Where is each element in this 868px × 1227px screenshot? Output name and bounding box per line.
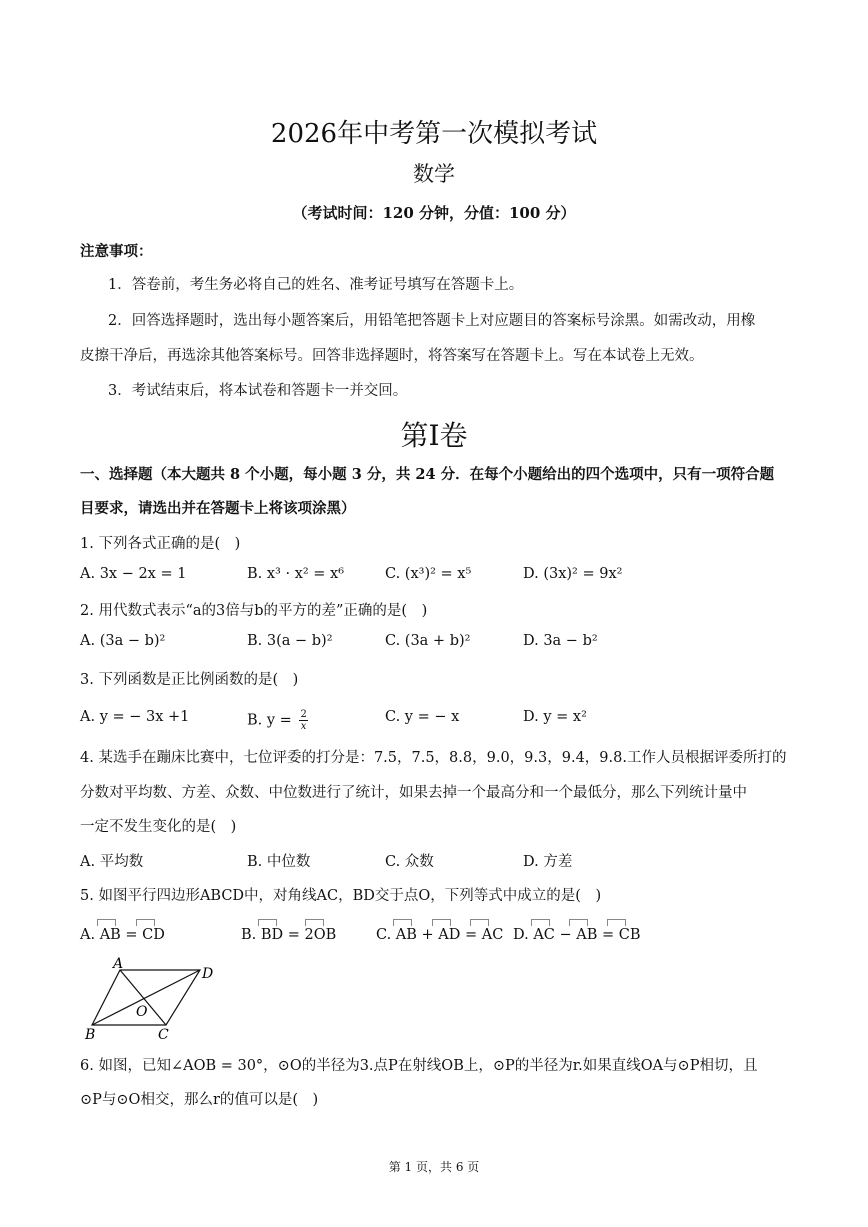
question-5-option-d: D. AC − AB = CB [513, 927, 641, 943]
question-2-option-c: C. (3a + b)² [385, 633, 471, 649]
vector-mark [97, 919, 116, 926]
question-4-option-b: B. 中位数 [247, 854, 311, 870]
vector-mark [470, 919, 489, 926]
question-3-option-b [247, 709, 308, 732]
parallelogram-figure [80, 955, 230, 1045]
exam-info: （考试时间：120 分钟，分值：100 分） [292, 204, 576, 222]
question-3-option-a: A. y = − 3x +1 [80, 709, 190, 725]
vector-mark [432, 919, 451, 926]
vector-mark [531, 919, 550, 926]
question-5-option-a: A. AB = CD [80, 927, 165, 943]
question-5-option-b: B. BD = 2OB [241, 927, 337, 943]
vector-mark [258, 919, 277, 926]
center-label-o: O [136, 1004, 148, 1020]
notice-item-1: 1．答卷前，考生务必将自己的姓名、准考证号填写在答题卡上。 [108, 277, 524, 293]
fraction [299, 709, 307, 732]
question-4-line-2: 分数对平均数、方差、众数、中位数进行了统计，如果去掉一个最高分和一个最低分，那么下列统计量中 [80, 785, 747, 801]
subject-title: 数学 [413, 162, 455, 186]
notice-item-3: 3．考试结束后，将本试卷和答题卡一并交回。 [108, 383, 408, 399]
question-3-option-c: C. y = − x [385, 709, 460, 725]
question-2-stem: 2. 用代数式表示“a的3倍与b的平方的差”正确的是( ) [80, 603, 428, 619]
question-3-option-d: D. y = x² [523, 709, 587, 725]
question-4-option-a: A. 平均数 [80, 854, 144, 870]
part-title: 第I卷 [400, 419, 468, 452]
question-4-option-d: D. 方差 [523, 854, 573, 870]
question-1-option-b: B. x³ · x² = x⁶ [247, 566, 345, 582]
vertex-label-a: A [113, 956, 124, 972]
question-4-option-c: C. 众数 [385, 854, 434, 870]
vector-mark [305, 919, 324, 926]
question-1-option-a: A. 3x − 2x = 1 [80, 566, 187, 582]
question-4-line-1: 4. 某选手在蹦床比赛中，七位评委的打分是：7.5，7.5，8.8，9.0，9.3，9.4，9.8.工作人员根据评委所打的 [80, 750, 787, 766]
exam-title: 2026年中考第一次模拟考试 [270, 119, 598, 149]
vertex-label-c: C [158, 1027, 169, 1043]
question-1-stem: 1. 下列各式正确的是( ) [80, 536, 241, 552]
section-1-line-2: 目要求，请选出并在答题卡上将该项涂黑） [80, 500, 356, 517]
question-1-option-c: C. (x³)² = x⁵ [385, 566, 472, 582]
question-2-option-d: D. 3a − b² [523, 633, 598, 649]
question-4-line-3: 一定不发生变化的是( ) [80, 819, 237, 835]
question-2-option-a: A. (3a − b)² [80, 633, 166, 649]
question-6-line-2: ⊙P与⊙O相交，那么r的值可以是( ) [80, 1092, 319, 1108]
fraction-numerator: 2 [300, 709, 307, 720]
notice-item-2-line-1: 2．回答选择题时，选出每小题答案后，用铅笔把答题卡上对应题目的答案标号涂黑。如需改动，用橡 [108, 313, 756, 329]
vector-mark [393, 919, 412, 926]
notice-item-2-line-2: 皮擦干净后，再选涂其他答案标号。回答非选择题时，将答案写在答题卡上。写在本试卷上无效。 [80, 348, 704, 364]
question-5-option-c: C. AB + AD = AC [376, 927, 504, 943]
vector-mark [569, 919, 588, 926]
page-footer: 第 1 页，共 6 页 [388, 1160, 480, 1174]
question-3-option-b-prefix: B. y = [247, 712, 292, 729]
fraction-denominator: x [300, 721, 307, 732]
question-3-stem: 3. 下列函数是正比例函数的是( ) [80, 672, 299, 688]
question-2-option-b: B. 3(a − b)² [247, 633, 333, 649]
vertex-label-b: B [85, 1027, 96, 1043]
notice-heading: 注意事项： [80, 243, 153, 260]
question-6-line-1: 6. 如图，已知∠AOB = 30°，⊙O的半径为3.点P在射线OB上，⊙P的半径为r.如果直线OA与⊙P相切，且 [80, 1058, 758, 1074]
question-1-option-d: D. (3x)² = 9x² [523, 566, 623, 582]
vector-mark [607, 919, 626, 926]
section-1-line-1: 一、选择题（本大题共 8 个小题，每小题 3 分，共 24 分．在每个小题给出的四个选项中，只有一项符合题 [80, 466, 775, 483]
question-5-stem: 5. 如图平行四边形ABCD中，对角线AC，BD交于点O，下列等式中成立的是( ) [80, 888, 602, 904]
vertex-label-d: D [202, 966, 214, 982]
vector-mark [136, 919, 155, 926]
